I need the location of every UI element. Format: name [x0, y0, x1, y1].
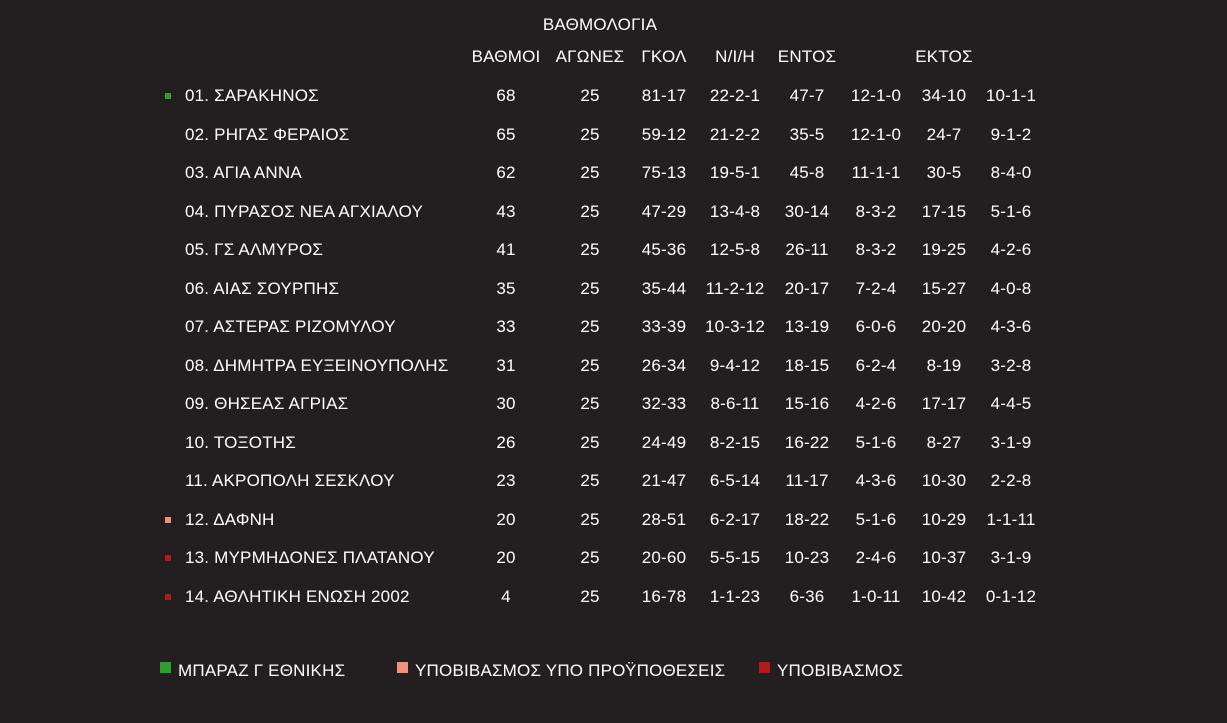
standings-title: ΒΑΘΜΟΛΟΓΙΑ [542, 15, 658, 34]
wdl-cell: 8-6-11 [710, 394, 760, 413]
goals-cell: 28-51 [641, 509, 687, 529]
points-cell: 41 [496, 240, 516, 259]
home-goals-cell: 6-36 [789, 586, 825, 606]
games-cell: 25 [580, 124, 600, 144]
status-marker-icon [165, 594, 171, 600]
header-games: ΑΓΩΝΕΣ [555, 47, 625, 66]
table-row [0, 238, 1227, 262]
games-cell: 25 [580, 432, 600, 452]
points-cell: 31 [496, 355, 516, 375]
away-goals-cell: 8-19 [926, 355, 962, 375]
goals-cell: 35-44 [641, 278, 687, 298]
games-cell: 25 [580, 240, 600, 259]
goals-cell: 16-78 [641, 586, 687, 606]
team-name: 10. ΤΟΞΟΤΗΣ [185, 432, 296, 452]
header-points: ΒΑΘΜΟΙ [471, 47, 541, 66]
away-goals-cell: 17-17 [921, 394, 967, 413]
home-goals-cell: 16-22 [784, 432, 830, 452]
table-row [0, 585, 1227, 609]
header-away: ΕΚΤΟΣ [915, 47, 973, 66]
points-cell: 30 [496, 394, 516, 413]
games-cell: 25 [580, 586, 600, 606]
status-marker-icon [165, 93, 171, 99]
home-wdl-cell: 6-0-6 [855, 317, 897, 336]
away-goals-cell: 30-5 [926, 163, 962, 182]
goals-cell: 20-60 [641, 548, 687, 567]
away-goals-cell: 8-27 [926, 432, 962, 452]
goals-cell: 59-12 [641, 124, 687, 144]
home-goals-cell: 26-11 [785, 240, 829, 259]
away-goals-cell: 19-25 [921, 240, 967, 259]
away-goals-cell: 17-15 [921, 201, 967, 221]
goals-cell: 81-17 [641, 86, 687, 105]
team-name: 05. ΓΣ ΑΛΜΥΡΟΣ [185, 240, 324, 259]
wdl-cell: 12-5-8 [709, 240, 761, 259]
points-cell: 4 [501, 586, 511, 606]
home-wdl-cell: 7-2-4 [855, 278, 897, 298]
team-name: 14. ΑΘΛΗΤΙΚΗ ΕΝΩΣΗ 2002 [185, 586, 410, 606]
home-wdl-cell: 11-1-1 [851, 163, 901, 182]
table-row [0, 392, 1227, 416]
home-goals-cell: 20-17 [784, 278, 830, 298]
home-goals-cell: 18-22 [784, 509, 830, 529]
home-goals-cell: 35-5 [789, 124, 825, 144]
games-cell: 25 [580, 317, 600, 336]
home-goals-cell: 18-15 [784, 355, 830, 375]
points-cell: 20 [496, 509, 516, 529]
home-wdl-cell: 12-1-0 [850, 86, 902, 105]
legend-label: ΥΠΟΒΙΒΑΣΜΟΣ [777, 661, 904, 680]
team-name: 04. ΠΥΡΑΣΟΣ ΝΕΑ ΑΓΧΙΑΛΟΥ [185, 201, 424, 221]
away-goals-cell: 10-30 [921, 471, 967, 490]
goals-cell: 47-29 [641, 201, 687, 221]
away-goals-cell: 34-10 [921, 86, 967, 105]
points-cell: 23 [496, 471, 516, 490]
wdl-cell: 19-5-1 [709, 163, 761, 182]
team-name: 02. ΡΗΓΑΣ ΦΕΡΑΙΟΣ [185, 124, 350, 144]
points-cell: 65 [496, 124, 516, 144]
team-name: 06. ΑΙΑΣ ΣΟΥΡΠΗΣ [185, 278, 340, 298]
table-row [0, 161, 1227, 185]
goals-cell: 21-47 [641, 471, 687, 490]
home-goals-cell: 30-14 [784, 201, 830, 221]
home-wdl-cell: 8-3-2 [855, 201, 897, 221]
games-cell: 25 [580, 471, 600, 490]
home-goals-cell: 10-23 [784, 548, 830, 567]
table-row [0, 546, 1227, 570]
home-wdl-cell: 2-4-6 [855, 548, 897, 567]
away-wdl-cell: 9-1-2 [990, 124, 1032, 144]
wdl-cell: 6-5-14 [709, 471, 761, 490]
wdl-cell: 10-3-12 [705, 317, 765, 336]
away-wdl-cell: 8-4-0 [990, 163, 1032, 182]
legend-label: ΜΠΑΡΑΖ Γ ΕΘΝΙΚΗΣ [178, 661, 346, 680]
home-goals-cell: 45-8 [789, 163, 825, 182]
legend-swatch-icon [759, 662, 770, 673]
home-wdl-cell: 4-2-6 [855, 394, 897, 413]
away-wdl-cell: 0-1-12 [985, 586, 1037, 606]
games-cell: 25 [580, 509, 600, 529]
team-name: 11. ΑΚΡΟΠΟΛΗ ΣΕΣΚΛΟΥ [185, 471, 395, 490]
legend-label: ΥΠΟΒΙΒΑΣΜΟΣ ΥΠΟ ΠΡΟΫΠΟΘΕΣΕΙΣ [415, 661, 726, 680]
home-wdl-cell: 5-1-6 [855, 509, 897, 529]
home-wdl-cell: 12-1-0 [850, 124, 902, 144]
games-cell: 25 [580, 394, 600, 413]
games-cell: 25 [580, 163, 600, 182]
wdl-cell: 6-2-17 [709, 509, 761, 529]
points-cell: 43 [496, 201, 516, 221]
away-goals-cell: 10-37 [921, 548, 967, 567]
wdl-cell: 21-2-2 [709, 124, 761, 144]
goals-cell: 45-36 [641, 240, 687, 259]
wdl-cell: 8-2-15 [709, 432, 761, 452]
header-goals: ΓΚΟΛ [641, 47, 687, 66]
home-wdl-cell: 8-3-2 [855, 240, 897, 259]
wdl-cell: 1-1-23 [709, 586, 761, 606]
wdl-cell: 9-4-12 [709, 355, 761, 375]
away-wdl-cell: 4-2-6 [990, 240, 1032, 259]
away-goals-cell: 10-29 [921, 509, 967, 529]
points-cell: 20 [496, 548, 516, 567]
points-cell: 62 [496, 163, 516, 182]
table-row [0, 354, 1227, 378]
table-row [0, 431, 1227, 455]
header-wdl: Ν/Ι/Η [715, 47, 755, 66]
points-cell: 68 [496, 86, 516, 105]
table-row [0, 277, 1227, 301]
goals-cell: 75-13 [641, 163, 687, 182]
table-row [0, 469, 1227, 493]
table-row [0, 200, 1227, 224]
away-wdl-cell: 3-1-9 [990, 548, 1032, 567]
home-wdl-cell: 1-0-11 [851, 586, 901, 606]
table-row [0, 123, 1227, 147]
away-wdl-cell: 3-1-9 [990, 432, 1032, 452]
away-wdl-cell: 3-2-8 [990, 355, 1032, 375]
games-cell: 25 [580, 86, 600, 105]
home-goals-cell: 47-7 [789, 86, 825, 105]
goals-cell: 32-33 [641, 394, 687, 413]
away-goals-cell: 24-7 [926, 124, 962, 144]
games-cell: 25 [580, 201, 600, 221]
away-goals-cell: 10-42 [921, 586, 967, 606]
away-wdl-cell: 1-1-11 [986, 509, 1036, 529]
wdl-cell: 22-2-1 [709, 86, 761, 105]
team-name: 09. ΘΗΣΕΑΣ ΑΓΡΙΑΣ [185, 394, 349, 413]
points-cell: 35 [496, 278, 516, 298]
team-name: 08. ΔΗΜΗΤΡΑ ΕΥΞΕΙΝΟΥΠΟΛΗΣ [185, 355, 449, 375]
table-row [0, 315, 1227, 339]
away-wdl-cell: 5-1-6 [990, 201, 1032, 221]
away-wdl-cell: 10-1-1 [985, 86, 1037, 105]
goals-cell: 24-49 [641, 432, 687, 452]
home-goals-cell: 15-16 [784, 394, 830, 413]
away-goals-cell: 15-27 [921, 278, 967, 298]
away-wdl-cell: 4-4-5 [990, 394, 1032, 413]
away-wdl-cell: 2-2-8 [990, 471, 1032, 490]
legend-swatch-icon [160, 662, 171, 673]
team-name: 07. ΑΣΤΕΡΑΣ ΡΙΖΟΜΥΛΟΥ [185, 317, 396, 336]
legend-swatch-icon [397, 662, 408, 673]
home-wdl-cell: 6-2-4 [855, 355, 897, 375]
goals-cell: 26-34 [641, 355, 687, 375]
games-cell: 25 [580, 355, 600, 375]
games-cell: 25 [580, 548, 600, 567]
away-goals-cell: 20-20 [921, 317, 967, 336]
away-wdl-cell: 4-0-8 [990, 278, 1032, 298]
games-cell: 25 [580, 278, 600, 298]
goals-cell: 33-39 [641, 317, 687, 336]
home-wdl-cell: 4-3-6 [855, 471, 897, 490]
team-name: 01. ΣΑΡΑΚΗΝΟΣ [185, 86, 319, 105]
table-row [0, 508, 1227, 532]
wdl-cell: 13-4-8 [709, 201, 761, 221]
points-cell: 26 [496, 432, 516, 452]
status-marker-icon [165, 517, 171, 523]
points-cell: 33 [496, 317, 516, 336]
header-home: ΕΝΤΟΣ [777, 47, 837, 66]
team-name: 12. ΔΑΦΝΗ [185, 509, 275, 529]
team-name: 03. ΑΓΙΑ ΑΝΝΑ [185, 163, 302, 182]
home-wdl-cell: 5-1-6 [855, 432, 897, 452]
team-name: 13. ΜΥΡΜΗΔΟΝΕΣ ΠΛΑΤΑΝΟΥ [185, 548, 435, 567]
home-goals-cell: 11-17 [785, 471, 829, 490]
home-goals-cell: 13-19 [784, 317, 830, 336]
wdl-cell: 11-2-12 [705, 278, 765, 298]
wdl-cell: 5-5-15 [709, 548, 761, 567]
away-wdl-cell: 4-3-6 [990, 317, 1032, 336]
status-marker-icon [165, 555, 171, 561]
table-row [0, 84, 1227, 108]
